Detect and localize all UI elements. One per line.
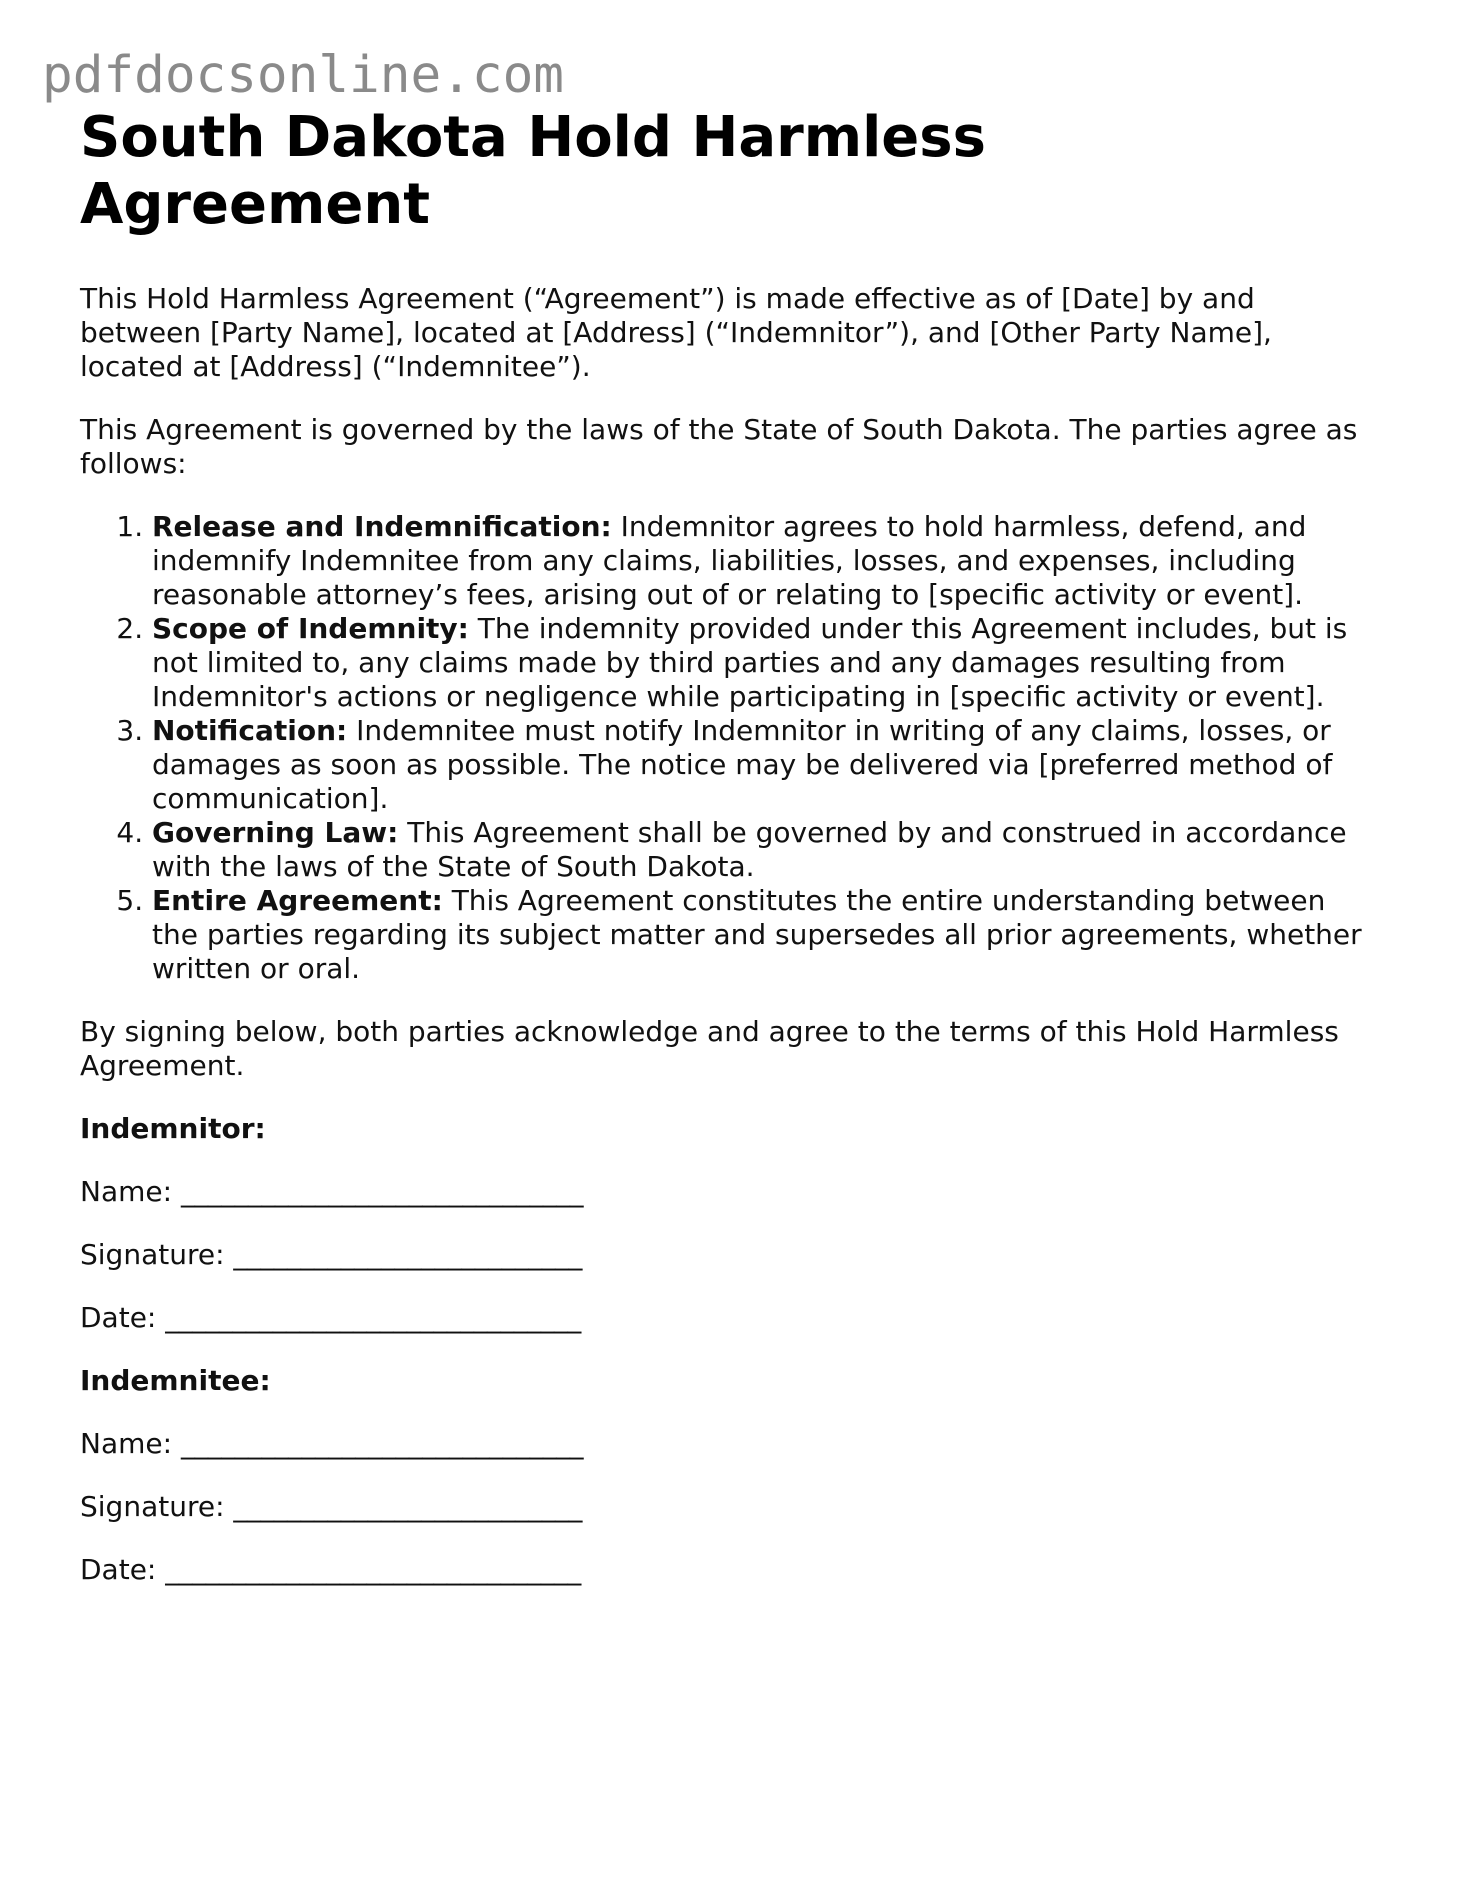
term-item-governing-law [152,816,1380,884]
term-text: The indemnity provided under this Agreement includes, but is not limited to, any claims made by third parties and any damages resulting from Indemnitor's actions or negligence while participating in [specific activity or event]. [152,612,1348,713]
indemnitor-heading: Indemnitor: [80,1112,266,1145]
term-heading: Scope of Indemnity: [152,612,469,645]
site-watermark: pdfdocsonline.com [42,46,564,105]
term-heading: Entire Agreement: [152,884,443,917]
signature-label: Signature: [80,1490,225,1523]
term-heading: Notification: [152,714,348,747]
indemnitor-signature-row [80,1238,1380,1272]
signature-label: Signature: [80,1238,225,1271]
indemnitor-signature-field[interactable]: __________________________ [233,1238,582,1271]
indemnitee-heading: Indemnitee: [80,1364,271,1397]
acknowledgment-paragraph: By signing below, both parties acknowledge and agree to the terms of this Hold Harmless Agreement. [80,1015,1339,1082]
date-label: Date: [80,1553,157,1586]
indemnitee-name-field[interactable]: ______________________________ [180,1427,583,1460]
indemnitor-name-row [80,1175,1380,1209]
name-label: Name: [80,1175,173,1208]
indemnitor-date-row [80,1301,1380,1335]
indemnitee-date-field[interactable]: _______________________________ [165,1553,581,1586]
terms-list [80,510,1380,986]
indemnitor-name-field[interactable]: ______________________________ [180,1175,583,1208]
term-text: This Agreement constitutes the entire understanding between the parties regarding its subject matter and supersedes all prior agreements, whether written or oral. [152,884,1362,985]
intro-paragraph: This Hold Harmless Agreement (“Agreement”) is made effective as of [Date] by and between [Party Name], located at [Address] (“Indemnitor”), and [Other Party Name], located at [Address] (“Indemnitee”). [80,282,1272,383]
document-page [80,104,1380,1587]
term-item-notification [152,714,1380,816]
date-label: Date: [80,1301,157,1334]
term-item-entire-agreement [152,884,1380,986]
term-item-scope [152,612,1380,714]
term-heading: Governing Law: [152,816,399,849]
term-heading: Release and Indemnification: [152,510,612,543]
term-text: Indemnitee must notify Indemnitor in writing of any claims, losses, or damages as soon as possible. The notice may be delivered via [preferred method of communication]. [152,714,1333,815]
indemnitor-date-field[interactable]: _______________________________ [165,1301,581,1334]
name-label: Name: [80,1427,173,1460]
indemnitee-signature-row [80,1490,1380,1524]
term-text: This Agreement shall be governed by and construed in accordance with the laws of the State of South Dakota. [152,816,1347,883]
indemnitee-date-row [80,1553,1380,1587]
document-title: South Dakota Hold Harmless Agreement [80,105,986,237]
term-item-release [152,510,1380,612]
governing-intro-paragraph: This Agreement is governed by the laws of the State of South Dakota. The parties agree as follows: [80,413,1358,480]
term-text: Indemnitor agrees to hold harmless, defend, and indemnify Indemnitee from any claims, liabilities, losses, and expenses, including reasonable attorney’s fees, arising out of or relating to [specific activity or event]. [152,510,1307,611]
indemnitee-name-row [80,1427,1380,1461]
indemnitee-signature-field[interactable]: __________________________ [233,1490,582,1523]
